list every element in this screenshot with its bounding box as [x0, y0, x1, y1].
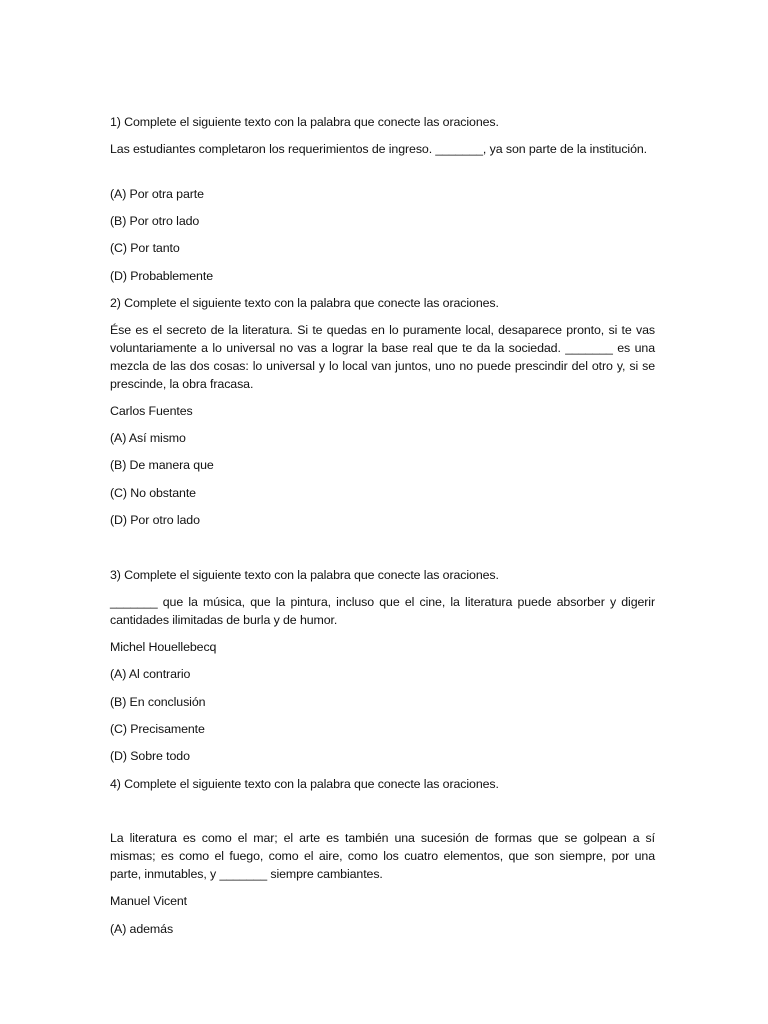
question-2-option-a: (A) Así mismo [110, 431, 186, 445]
question-1-option-c: (C) Por tanto [110, 241, 180, 255]
question-1-option-a: (A) Por otra parte [110, 187, 204, 201]
question-3-option-d: (D) Sobre todo [110, 749, 190, 763]
question-3-option-a: (A) Al contrario [110, 667, 191, 681]
question-3-author: Michel Houellebecq [110, 640, 217, 654]
question-2-prompt: 2) Complete el siguiente texto con la palabra que conecte las oraciones. [110, 296, 499, 310]
question-4-option-a: (A) además [110, 922, 174, 936]
question-2-option-d: (D) Por otro lado [110, 513, 200, 527]
question-2-text: Ése es el secreto de la literatura. Si te quedas en lo puramente local, desaparece pronto, si te vas voluntariamente a lo universal no vas a lograr la base real que te da la sociedad. _______ es una mezcla de las dos cosas: lo universal y lo local van juntos, uno no puede prescindir del otro y, si se prescinde, la obra fracasa. [110, 323, 655, 391]
question-1-option-b: (B) Por otro lado [110, 214, 200, 228]
question-3-prompt: 3) Complete el siguiente texto con la palabra que conecte las oraciones. [110, 568, 499, 582]
question-1-text: Las estudiantes completaron los requerimientos de ingreso. _______, ya son parte de la institución. [110, 142, 648, 156]
question-2-option-c: (C) No obstante [110, 486, 196, 500]
question-4-text: La literatura es como el mar; el arte es también una sucesión de formas que se golpean a sí mismas; es como el fuego, como el aire, como los cuatro elementos, que son siempre, por una parte, inmutables, y _______ siempre cambiantes. [110, 831, 655, 881]
question-2-option-b: (B) De manera que [110, 458, 214, 472]
question-1-prompt: 1) Complete el siguiente texto con la palabra que conecte las oraciones. [110, 115, 499, 129]
question-2-author: Carlos Fuentes [110, 404, 193, 418]
question-3-option-c: (C) Precisamente [110, 722, 205, 736]
question-3-text: _______ que la música, que la pintura, incluso que el cine, la literatura puede absorber y digerir cantidades ilimitadas de burla y de humor. [110, 595, 655, 627]
question-3-option-b: (B) En conclusión [110, 695, 206, 709]
question-1-option-d: (D) Probablemente [110, 269, 213, 283]
question-4-author: Manuel Vicent [110, 894, 187, 908]
question-4-prompt: 4) Complete el siguiente texto con la palabra que conecte las oraciones. [110, 777, 499, 791]
